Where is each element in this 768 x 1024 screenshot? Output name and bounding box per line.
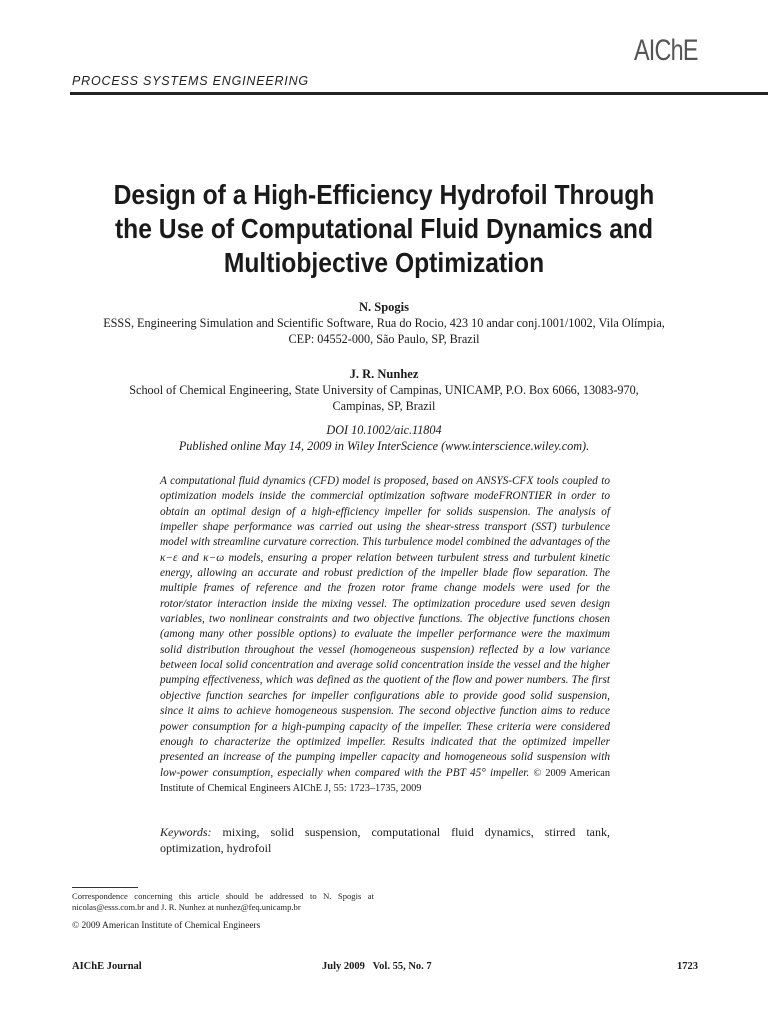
author-name: N. Spogis [358, 300, 410, 314]
publication-info [80, 422, 688, 454]
footnote-rule [72, 887, 138, 888]
page-footer [72, 961, 698, 975]
abstract-copyright: © 2009 American Institute of Chemical Engineers AIChE J, 55: 1723–1735, 2009 [160, 767, 611, 794]
article-title [60, 178, 708, 280]
abstract-text: A computational fluid dynamics (CFD) model is proposed, based on ANSYS-CFX tools coupled to optimization models inside the commercial optimization software modeFRONTIER in order to obtain an optimal design of a high-efficiency impeller for solids suspension. The analysis of impeller shape performance was carried out using the shear-stress transport (SST) turbulence model with streamline curvature correction. This turbulence model combined the advantages of the κ−ε and κ−ω models, ensuring a proper relation between turbulent stress and turbulent kinetic energy, allowing an accurate and robust prediction of the impeller blade flow separation. The multiple frames of reference and the frozen rotor frame change models were used for the rotor/stator interaction inside the mixing vessel. The optimization procedure used seven design variables, two nonlinear constraints and two objective functions. The objective functions chosen (among many other possible options) to evaluate the impeller performance were the maximum solid distribution throughout the vessel (homogeneous suspension) reflected by a low variance between local solid concentration and average solid concentration inside the vessel and the higher pumping effectiveness, which was defined as the quotient of the flow and power numbers. The first objective function searches for impeller configurations able to provide good solid suspension, since it aims to achieve homogeneous suspension. The second objective function aims to reduce power consumption for a high-pumping capacity of the impeller. These criteria were considered enough to characterize the optimized impeller. Results indicated that the optimized impeller presented an increase of the pumping impeller capacity and homogeneous solid suspension with low-power consumption, especially when compared with the PBT 45° impeller. [160, 475, 610, 779]
header-rule [70, 92, 768, 95]
abstract [160, 474, 610, 796]
keywords [160, 824, 610, 856]
footer-issue: July 2009 Vol. 55, No. 7 [322, 961, 432, 972]
author-affiliation-line: School of Chemical Engineering, State University of Campinas, UNICAMP, P.O. Box 6066, 13083-970, [129, 383, 639, 397]
footer-journal: AIChE Journal [72, 961, 142, 972]
author-block [80, 299, 688, 347]
title-line: Design of a High-Efficiency Hydrofoil Through [113, 179, 655, 210]
published-online: Published online May 14, 2009 in Wiley InterScience (www.interscience.wiley.com). [178, 439, 590, 453]
author-affiliation-line: Campinas, SP, Brazil [332, 399, 436, 413]
journal-logo: AIChE [634, 34, 698, 67]
page-number: 1723 [677, 961, 698, 972]
author-affiliation-line: ESSS, Engineering Simulation and Scientific Software, Rua do Rocio, 423 10 andar conj.1001/1002, Vila Olímpia, [103, 316, 665, 330]
author-name: J. R. Nunhez [349, 367, 419, 381]
doi-link[interactable]: DOI 10.1002/aic.11804 [326, 423, 442, 437]
correspondence-footnote: Correspondence concerning this article should be addressed to N. Spogis at nicolas@esss.com.br and J. R. Nunhez at nunhez@feq.unicamp.br [72, 891, 374, 912]
title-line: the Use of Computational Fluid Dynamics and [114, 213, 654, 244]
author-affiliation-line: CEP: 04552-000, São Paulo, SP, Brazil [288, 332, 480, 346]
section-label: PROCESS SYSTEMS ENGINEERING [72, 74, 309, 88]
copyright-line: © 2009 American Institute of Chemical Engineers [72, 921, 261, 931]
author-block [80, 366, 688, 414]
keywords-label: Keywords: [160, 825, 212, 839]
keywords-text: mixing, solid suspension, computational fluid dynamics, stirred tank, optimization, hydrofoil [160, 825, 610, 855]
title-line: Multiobjective Optimization [223, 247, 545, 278]
